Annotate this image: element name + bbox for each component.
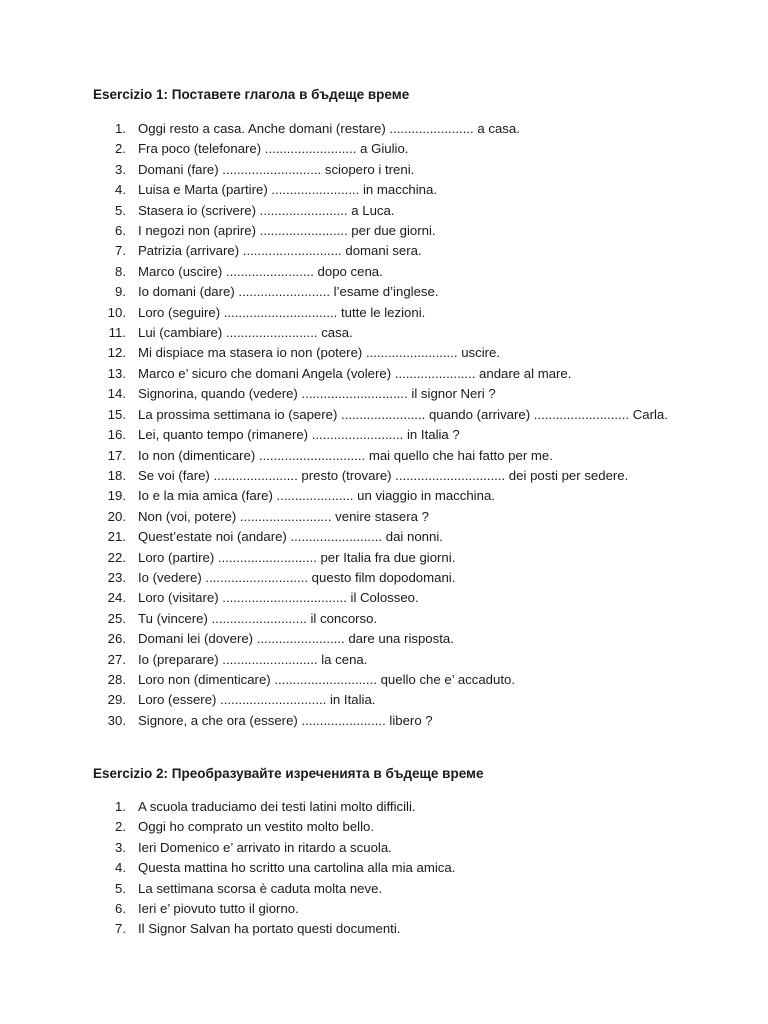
item-text: La prossima settimana io (sapere) ....................... quando (arrivare) .......................... Carla.	[138, 406, 668, 422]
item-text: Loro (essere) ............................. in Italia.	[138, 692, 376, 708]
item-number: 2.	[115, 141, 126, 157]
list-item	[93, 139, 693, 159]
item-number: 12.	[107, 345, 126, 361]
list-item	[93, 425, 693, 445]
list-item	[93, 303, 693, 323]
list-item	[93, 282, 693, 302]
list-item	[93, 201, 693, 221]
list-item	[93, 343, 693, 363]
item-number: 10.	[107, 304, 126, 320]
item-text: A scuola traduciamo dei testi latini molto difficili.	[138, 799, 416, 814]
item-text: Stasera io (scrivere) ........................ a Luca.	[138, 202, 395, 218]
list-item	[93, 241, 693, 261]
item-text: Loro (partire) ........................... per Italia fra due giorni.	[138, 549, 456, 565]
list-item	[93, 160, 693, 180]
exercise-2-heading: Esercizio 2: Преобразувайте изреченията в бъдеще време	[93, 766, 484, 781]
item-text: Marco e’ sicuro che domani Angela (volere) ...................... andare al mare.	[138, 365, 572, 381]
list-item	[93, 838, 693, 858]
list-item	[93, 486, 693, 506]
item-text: Loro non (dimenticare) ............................ quello che e’ accaduto.	[138, 671, 516, 687]
item-number: 4.	[115, 182, 126, 198]
item-number: 4.	[115, 860, 126, 876]
item-text: Domani lei (dovere) ........................ dare una risposta.	[138, 631, 454, 647]
item-text: Quest’estate noi (andare) ......................... dai nonni.	[138, 529, 443, 545]
item-text: Oggi ho comprato un vestito molto bello.	[138, 819, 375, 835]
item-text: Domani (fare) ........................... sciopero i treni.	[138, 161, 415, 177]
item-text: Tu (vincere) .......................... il concorso.	[138, 610, 378, 626]
list-item	[93, 221, 693, 241]
item-number: 28.	[107, 671, 126, 687]
item-text: Io (preparare) .......................... la cena.	[138, 651, 368, 667]
exercise-2-list	[93, 797, 693, 940]
list-item	[93, 527, 693, 547]
item-text: Loro (seguire) ............................... tutte le lezioni.	[138, 304, 426, 320]
item-number: 11.	[108, 325, 126, 341]
item-text: Fra poco (telefonare) ......................... a Giulio.	[138, 141, 409, 157]
list-item	[93, 446, 693, 466]
item-text: Io e la mia amica (fare) ..................... un viaggio in macchina.	[138, 488, 495, 504]
list-item	[93, 650, 693, 670]
list-item	[93, 262, 693, 282]
item-number: 19.	[107, 488, 126, 504]
item-text: Se voi (fare) ....................... presto (trovare) .............................. dei posti per sedere.	[138, 467, 629, 483]
item-number: 3.	[115, 161, 126, 177]
list-item	[93, 858, 693, 878]
list-item	[93, 817, 693, 837]
list-item	[93, 405, 693, 425]
item-number: 21.	[107, 529, 126, 545]
list-item	[93, 568, 693, 588]
item-text: Patrizia (arrivare) ........................... domani sera.	[138, 243, 422, 259]
item-number: 7.	[115, 243, 126, 259]
item-number: 26.	[107, 631, 126, 647]
item-text: Luisa e Marta (partire) ........................ in macchina.	[138, 182, 438, 198]
item-number: 29.	[107, 692, 126, 708]
list-item	[93, 507, 693, 527]
item-text: Lui (cambiare) ......................... casa.	[138, 325, 353, 341]
item-number: 18.	[107, 467, 126, 483]
item-number: 2.	[115, 819, 126, 835]
item-text: Io (vedere) ............................ questo film dopodomani.	[138, 569, 456, 585]
item-text: Lei, quanto tempo (rimanere) ......................... in Italia ?	[138, 427, 460, 443]
item-number: 13.	[107, 365, 126, 381]
item-text: I negozi non (aprire) ........................ per due giorni.	[138, 223, 436, 239]
list-item	[93, 323, 693, 343]
list-item	[93, 629, 693, 649]
item-number: 9.	[115, 284, 126, 300]
item-number: 25.	[107, 610, 126, 626]
item-number: 14.	[107, 386, 126, 402]
item-number: 27.	[107, 651, 126, 667]
item-text: Loro (visitare) .................................. il Colosseo.	[138, 590, 419, 606]
list-item	[93, 690, 693, 710]
item-number: 1.	[115, 799, 126, 814]
list-item	[93, 899, 693, 919]
item-text: Signorina, quando (vedere) ............................. il signor Neri ?	[138, 386, 496, 402]
list-item	[93, 919, 693, 939]
item-text: Marco (uscire) ........................ dopo cena.	[138, 263, 383, 279]
list-item	[93, 711, 693, 731]
item-number: 16.	[107, 427, 126, 443]
list-item	[93, 609, 693, 629]
item-text: Questa mattina ho scritto una cartolina alla mia amica.	[138, 860, 456, 876]
list-item	[93, 119, 693, 139]
item-number: 8.	[115, 263, 126, 279]
list-item	[93, 466, 693, 486]
item-text: Oggi resto a casa. Anche domani (restare) ....................... a casa.	[138, 121, 520, 136]
item-number: 6.	[115, 223, 126, 239]
item-text: Ieri e’ piovuto tutto il giorno.	[138, 901, 299, 917]
item-number: 17.	[107, 447, 126, 463]
item-number: 30.	[107, 712, 126, 728]
list-item	[93, 879, 693, 899]
item-number: 15.	[107, 406, 126, 422]
item-number: 7.	[115, 921, 126, 937]
list-item	[93, 548, 693, 568]
item-text: Signore, a che ora (essere) ....................... libero ?	[138, 712, 433, 728]
list-item	[93, 797, 693, 817]
item-number: 23.	[107, 569, 126, 585]
list-item	[93, 364, 693, 384]
item-text: Il Signor Salvan ha portato questi documenti.	[138, 921, 401, 937]
item-number: 3.	[115, 839, 126, 855]
item-text: Io domani (dare) ......................... l’esame d’inglese.	[138, 284, 439, 300]
list-item	[93, 588, 693, 608]
item-number: 24.	[107, 590, 126, 606]
item-text: Io non (dimenticare) ............................. mai quello che hai fatto per me.	[138, 447, 553, 463]
item-number: 1.	[115, 121, 126, 136]
item-number: 6.	[115, 901, 126, 917]
list-item	[93, 670, 693, 690]
list-item	[93, 180, 693, 200]
list-item	[93, 384, 693, 404]
exercise-1-list	[93, 119, 693, 731]
item-number: 22.	[107, 549, 126, 565]
item-number: 5.	[115, 202, 126, 218]
item-number: 20.	[107, 508, 126, 524]
item-text: Mi dispiace ma stasera io non (potere) ......................... uscire.	[138, 345, 501, 361]
item-text: Ieri Domenico e’ arrivato in ritardo a scuola.	[138, 839, 392, 855]
exercise-1-heading: Esercizio 1: Поставете глагола в бъдеще време	[93, 87, 410, 102]
item-number: 5.	[115, 880, 126, 896]
item-text: Non (voi, potere) ......................... venire stasera ?	[138, 508, 429, 524]
item-text: La settimana scorsa è caduta molta neve.	[138, 880, 383, 896]
